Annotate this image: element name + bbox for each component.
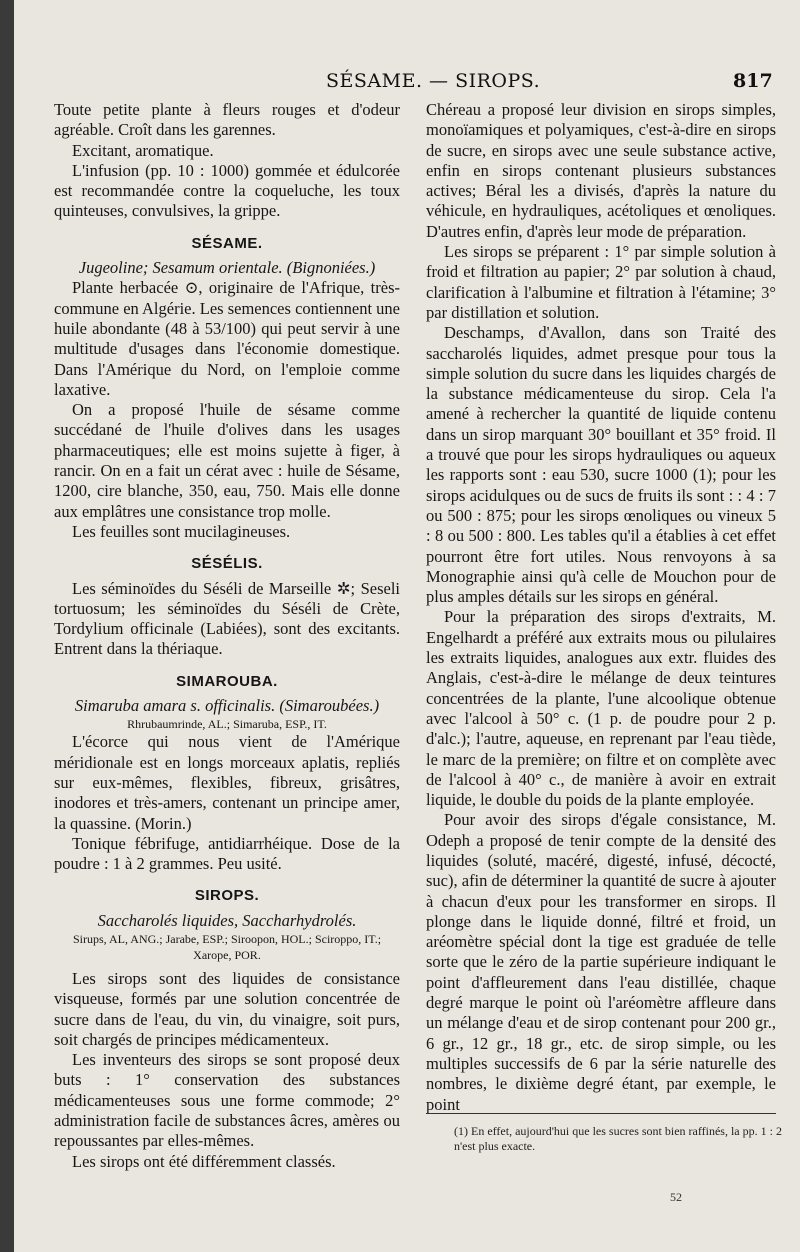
page-number: 817 [733, 70, 773, 92]
running-header [14, 70, 800, 96]
paragraph: Les séminoïdes du Séséli de Marseille ✲; Seseli tortuosum; les séminoïdes du Séséli de Crète, Tordylium officinale (Labiées), sont des excitants. Entrent dans la thériaque. [54, 578, 400, 659]
book-page [14, 0, 800, 1252]
paragraph: Toute petite plante à fleurs rouges et d'odeur agréable. Croît dans les garennes. [54, 100, 400, 140]
section-heading-seselis: SÉSÉLIS. [191, 555, 263, 573]
paragraph: Deschamps, d'Avallon, dans son Traité des saccharolés liquides, admet presque pour tous la simple solution du sucre dans les liquides chargés de la substance médicamenteuse du sirop. Cela l'a amené à rechercher la quantité de liquide contenu dans un sirop marquant 30° bouillant et 35° froid. Il a trouvé que pour les sirops hydrauliques ou aqueux les rapports sont : eau 530, sucre 1000 (1); pour les sirops acidulques ou de sucs de fruits ils sont : : 4 : 7 ou 500 : 875; pour les sirops œnoliques ou vineux 5 : 8 ou 500 : 800. Les tables qu'il a établies à cet effet pourront être fort utiles. Nous renvoyons à sa Monographie ainsi qu'à celle de Mouchon pour de plus amples détails sur les sirops en général. [426, 323, 776, 607]
paragraph: Les sirops se préparent : 1° par simple solution à froid et filtration au papier; 2° par solution à chaud, clarification à l'albumine et filtration à l'étamine; 3° par distillation et solution. [426, 242, 776, 322]
paragraph: L'écorce qui nous vient de l'Amérique méridionale est en longs morceaux aplatis, repliés sur eux-mêmes, flexibles, fibreux, grisâtres, inodores et très-amers, contenant un principe amer, la quassine. (Morin.) [54, 732, 400, 833]
paragraph: L'infusion (pp. 10 : 1000) gommée et édulcorée est recommandée contre la coqueluche, les toux quinteuses, convulsives, la grippe. [54, 160, 400, 221]
section-heading-sesame: SÉSAME. [191, 234, 263, 252]
paragraph: Les feuilles sont mucilagineuses. [72, 521, 291, 541]
signature-mark: 52 [670, 1190, 682, 1204]
section-heading-simarouba: SIMAROUBA. [176, 672, 278, 690]
paragraph: Plante herbacée ⊙, originaire de l'Afrique, très-commune en Algérie. Les semences contiennent une huile abondante (48 à 53/100) qui peut servir à une multitude d'usages dans l'économie domestique. Dans l'Amérique du Nord, on l'emploie comme laxative. [54, 278, 400, 399]
paragraph: Chéreau a proposé leur division en sirops simples, monoïamiques et polyamiques, c'est-à-dire en sirops de sucre, en sirops avec une seule substance active, enfin en sirops contenant plusieurs substances actives; Béral les a divisés, d'après la nature du véhicule, en hydrauliques, acétoliques et œnoliques. D'autres enfin, d'après leur mode de préparation. [426, 100, 776, 241]
synonyms: Rhrubaumrinde, AL.; Simaruba, ESP., IT. [127, 717, 327, 732]
left-column [54, 100, 400, 1172]
paragraph: Les inventeurs des sirops se sont proposé deux buts : 1° conservation des substances médicamenteuses sous une forme commode; 2° administration facile de substances âcres, amères ou repoussantes par elles-mêmes. [54, 1050, 400, 1151]
section-subtitle: Simaruba amara s. officinalis. (Simaroubées.) [74, 696, 380, 716]
header-title: SÉSAME. — SIROPS. [326, 70, 541, 92]
paragraph: Excitant, aromatique. [72, 140, 214, 160]
synonyms: Sirups, AL, ANG.; Jarabe, ESP.; Siroopon, HOL.; Sciroppo, IT.; Xarope, POR. [72, 931, 382, 962]
section-subtitle: Saccharolés liquides, Saccharhydrolés. [97, 910, 357, 930]
footnote: (1) En effet, aujourd'hui que les sucres sont bien raffinés, la pp. 1 : 2 n'est plus exacte. [454, 1124, 782, 1153]
right-column [426, 100, 776, 1115]
paragraph: Les sirops ont été différemment classés. [72, 1151, 336, 1171]
paragraph: Tonique fébrifuge, antidiarrhéique. Dose de la poudre : 1 à 2 grammes. Peu usité. [54, 833, 400, 874]
paragraph: On a proposé l'huile de sésame comme succédané de l'huile d'olives dans les usages pharmaceutiques; elle est moins sujette à figer, à rancir. On en a fait un cérat avec : huile de Sésame, 1200, cire blanche, 350, eau, 750. Mais elle donne aux emplâtres une consistance trop molle. [54, 400, 400, 521]
section-subtitle: Jugeoline; Sesamum orientale. (Bignoniées.) [78, 258, 376, 278]
footnote-rule [426, 1113, 776, 1114]
section-heading-sirops: SIROPS. [194, 887, 260, 905]
paragraph: Pour avoir des sirops d'égale consistance, M. Odeph a proposé de tenir compte de la densité des liquides (soluté, macéré, digesté, infusé, décocté, suc), afin de déterminer la quantité de sucre à ajouter à chacun d'eux pour les transformer en sirops. Il plonge dans le liquide donné, filtré et froid, un aréomètre spécial dont la tige est graduée de telle sorte que le zéro de la partie supérieure indiquant le point d'affleurement dans l'eau distillée, chaque degré marque le point où l'aréomètre affleure dans un mélange d'eau et de sirop contenant pour 200 gr., 6 gr., 12 gr., 18 gr., etc. de sirop simple, ou les multiples successifs de 6 par la série naturelle des nombres, le dixième degré étant, par exemple, le point [426, 810, 777, 1114]
paragraph: Pour la préparation des sirops d'extraits, M. Engelhardt a préféré aux extraits mous ou pilulaires les extraits liquides, analogues aux extr. fluides des Anglais, c'est-à-dire le mélange de deux teintures concentrées de la plante, l'une alcoolique obtenue avec l'alcool à 50° c. (1 p. de poudre pour 2 p. d'alc.); l'autre, aqueuse, en reprenant par l'eau tiède, le marc de la première; on filtre et on complète avec de l'alcool à 40° c., de manière à avoir en extrait liquide, le double du poids de la plante employée. [426, 607, 776, 810]
paragraph: Les sirops sont des liquides de consistance visqueuse, formés par une solution concentrée de sucre dans de l'eau, du vin, du vinaigre, soit purs, soit chargés de principes médicamenteux. [54, 968, 400, 1049]
